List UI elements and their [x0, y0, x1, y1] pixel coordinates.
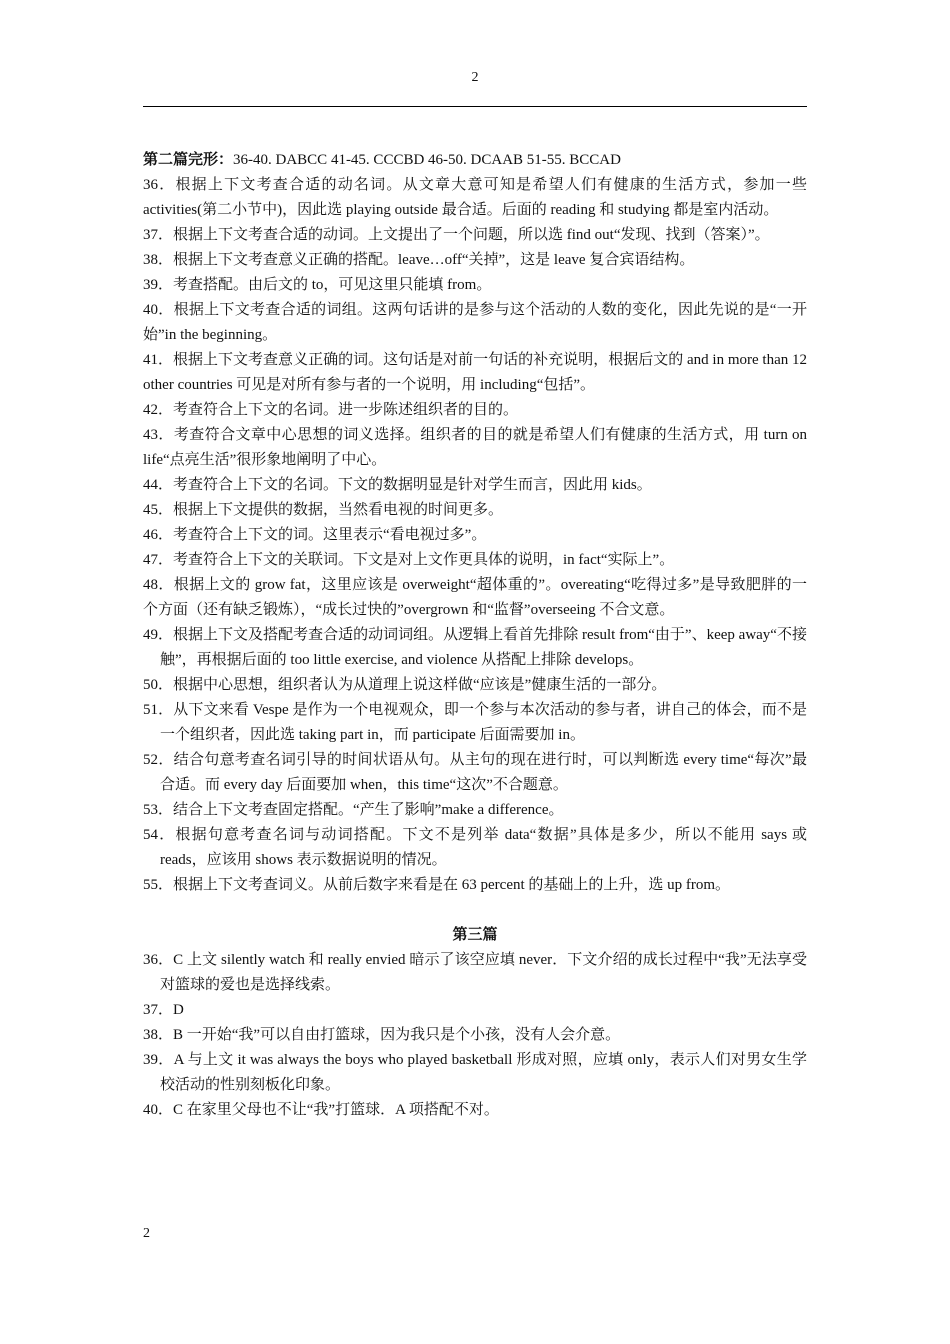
explanation-45: 45．根据上下文提供的数据，当然看电视的时间更多。	[143, 502, 504, 518]
header-page-number: 2	[471, 70, 479, 85]
explanation-53: 53．结合上下文考查固定搭配。“产生了影响”make a difference。	[143, 802, 564, 818]
explanation-43: 43．考查符合文章中心思想的词义选择。组织者的目的就是希望人们有健康的生活方式，用 turn on life“点亮生活”很形象地阐明了中心。	[143, 427, 807, 468]
header-divider	[143, 106, 807, 107]
explanation-51: 51．从下文来看 Vespe 是作为一个电视观众，即一个参与本次活动的参与者，讲自己的体会，而不是一个组织者，因此选 taking part in，而 participate 后面需要加 in。	[143, 702, 807, 743]
explanation-49: 49．根据上下文及搭配考查合适的动词词组。从逻辑上看首先排除 result from“由于”、keep away“不接触”，再根据后面的 too little exercise, and violence 从搭配上排除 develops。	[143, 627, 807, 668]
explanation-48: 48．根据上文的 grow fat，这里应该是 overweight“超体重的”。overeating“吃得过多”是导致肥胖的一个方面（还有缺乏锻炼），“成长过快的”overgrown 和“监督”overseeing 不合文意。	[143, 577, 807, 618]
explanation-52: 52．结合句意考查名词引导的时间状语从句。从主句的现在进行时，可以判断选 every time“每次”最合适。而 every day 后面要加 when，this time“这次”不合题意。	[143, 752, 807, 793]
section3-item-38: 38．B 一开始“我”可以自由打篮球，因为我只是个小孩，没有人会介意。	[143, 1027, 621, 1043]
answer-key-content	[143, 148, 807, 1123]
explanation-37: 37．根据上下文考查合适的动词。上文提出了一个问题，所以选 find out“发现、找到（答案）”。	[143, 227, 770, 243]
explanation-50: 50．根据中心思想，组织者认为从道理上说这样做“应该是”健康生活的一部分。	[143, 677, 667, 693]
section2-heading-label: 第二篇完形：	[143, 152, 234, 168]
section2-heading	[143, 148, 807, 173]
section3-item-36: 36．C 上文 silently watch 和 really envied 暗示了该空应填 never．下文介绍的成长过程中“我”无法享受对篮球的爱也是选择线索。	[143, 952, 807, 993]
section3-item-37: 37．D	[143, 1002, 184, 1018]
explanation-46: 46．考查符合上下文的词。这里表示“看电视过多”。	[143, 527, 487, 543]
explanation-39: 39．考查搭配。由后文的 to，可见这里只能填 from。	[143, 277, 492, 293]
section2-heading-answers: 36-40. DABCC 41-45. CCCBD 46-50. DCAAB 51-55. BCCAD	[233, 152, 621, 168]
explanation-55: 55．根据上下文考查词义。从前后数字来看是在 63 percent 的基础上的上升，选 up from。	[143, 877, 731, 893]
explanation-42: 42．考查符合上下文的名词。进一步陈述组织者的目的。	[143, 402, 519, 418]
section3-item-39: 39．A 与上文 it was always the boys who played basketball 形成对照，应填 only，表示人们对男女生学校活动的性别刻板化印象。	[143, 1052, 807, 1093]
explanation-36: 36．根据上下文考查合适的动名词。从文章大意可知是希望人们有健康的生活方式，参加一些 activities(第二小节中)，因此选 playing outside 最合适。后面的 reading 和 studying 都是室内活动。	[143, 177, 807, 218]
explanation-47: 47．考查符合上下文的关联词。下文是对上文作更具体的说明，in fact“实际上”。	[143, 552, 675, 568]
footer-page-number: 2	[143, 1226, 150, 1241]
explanation-54: 54．根据句意考查名词与动词搭配。下文不是列举 data“数据”具体是多少，所以不能用 says 或 reads，应该用 shows 表示数据说明的情况。	[143, 827, 807, 868]
section3-item-40: 40．C 在家里父母也不让“我”打篮球．A 项搭配不对。	[143, 1102, 499, 1118]
explanation-44: 44．考查符合上下文的名词。下文的数据明显是针对学生而言，因此用 kids。	[143, 477, 652, 493]
explanation-40: 40．根据上下文考查合适的词组。这两句话讲的是参与这个活动的人数的变化，因此先说的是“一开始”in the beginning。	[143, 302, 807, 343]
explanation-41: 41．根据上下文考查意义正确的词。这句话是对前一句话的补充说明，根据后文的 and in more than 12 other countries 可见是对所有参与者的一个说明，用 including“包括”。	[143, 352, 807, 393]
explanation-38: 38．根据上下文考查意义正确的搭配。leave…off“关掉”，这是 leave 复合宾语结构。	[143, 252, 695, 268]
section3-title: 第三篇	[452, 927, 498, 943]
